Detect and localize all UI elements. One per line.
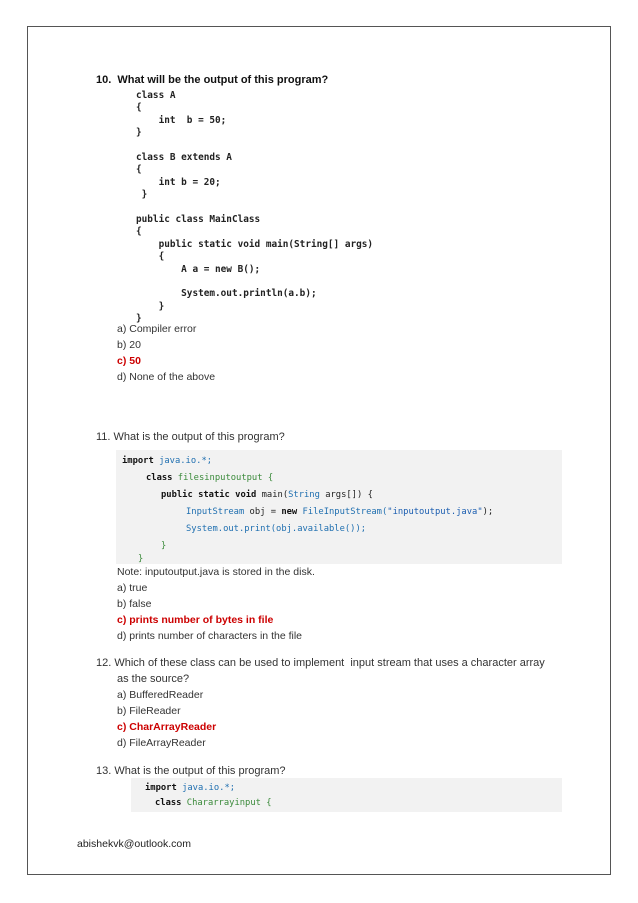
question-12-option-b: b) FileReader — [117, 705, 181, 717]
code-line: class B extends A — [136, 152, 232, 163]
question-11-title: 11. What is the output of this program? — [96, 431, 285, 443]
question-13-title: 13. What is the output of this program? — [96, 765, 286, 777]
code-line: { — [136, 226, 142, 238]
code-line: { — [136, 251, 165, 263]
question-10-title: 10. What will be the output of this program? — [96, 74, 329, 86]
question-11-option-c-answer: c) prints number of bytes in file — [117, 614, 274, 626]
code-line: { — [136, 102, 142, 114]
question-11-option-d: d) prints number of characters in the file — [117, 630, 303, 642]
code-line: import java.io.*; — [145, 783, 236, 793]
code-line: public static void main(String args[]) { — [161, 490, 373, 500]
code-line: } — [136, 189, 148, 201]
question-11-note: Note: inputoutput.java is stored in the disk. — [117, 566, 315, 578]
question-12-option-d: d) FileArrayReader — [117, 737, 206, 749]
code-line: } — [138, 554, 144, 564]
code-line: public static void main(String[] args) — [136, 238, 374, 250]
question-12-title-line1: 12. Which of these class can be used to implement input stream that uses a character array — [96, 657, 545, 669]
question-12-option-a: a) BufferedReader — [117, 689, 204, 701]
code-line: A a = new B(); — [136, 263, 261, 275]
code-line: import java.io.*; — [122, 456, 213, 466]
footer-email: abishekvk@outlook.com — [77, 838, 191, 850]
question-10-option-d: d) None of the above — [117, 371, 216, 383]
code-line: InputStream obj = new FileInputStream("inputoutput.java"); — [186, 507, 494, 517]
code-line: } — [161, 541, 167, 551]
question-10-option-a: a) Compiler error — [117, 323, 197, 335]
code-line: public class MainClass — [136, 214, 261, 225]
code-line: } — [136, 313, 142, 325]
code-line: System.out.print(obj.available()); — [186, 524, 367, 534]
question-10-option-c-answer: c) 50 — [117, 355, 141, 367]
question-11-option-a: a) true — [117, 582, 148, 594]
code-line: } — [136, 127, 142, 139]
code-line: class A — [136, 90, 176, 101]
code-line: { — [136, 164, 142, 176]
question-11-option-b: b) false — [117, 598, 152, 610]
code-line: } — [136, 300, 165, 312]
question-12-option-c-answer: c) CharArrayReader — [117, 721, 217, 733]
code-line: System.out.println(a.b); — [136, 288, 317, 300]
question-10-option-b: b) 20 — [117, 339, 141, 351]
code-line: class filesinputoutput { — [146, 473, 274, 483]
code-line: int b = 50; — [136, 114, 227, 126]
code-line: int b = 20; — [136, 176, 221, 188]
question-12-title-line2: as the source? — [117, 673, 190, 685]
code-line: class Chararrayinput { — [155, 798, 272, 808]
